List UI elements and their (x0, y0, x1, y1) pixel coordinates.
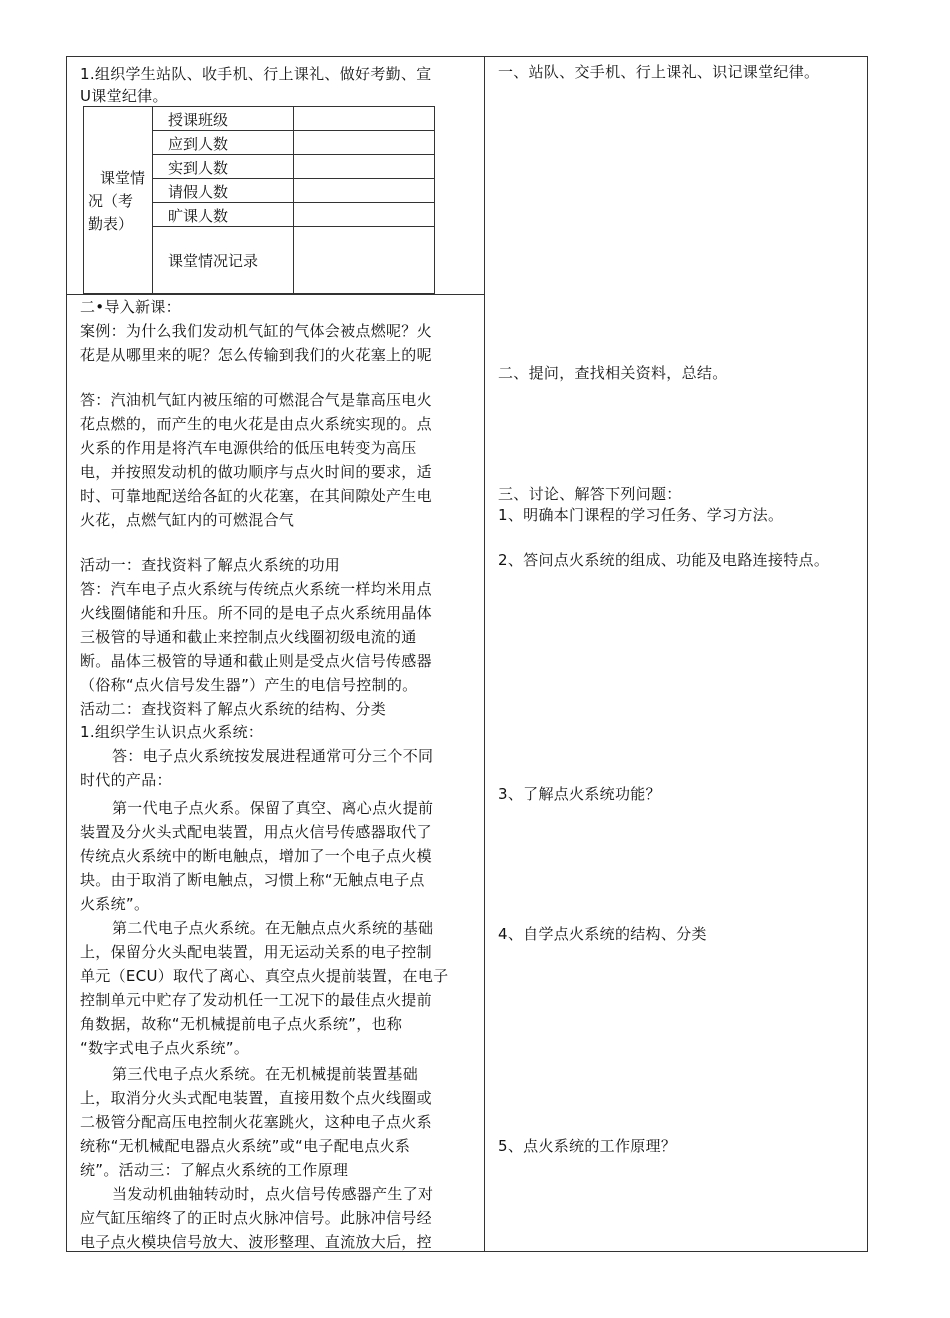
activity-line: 传统点火系统中的断电触点，增加了一个电子点火模 (80, 847, 432, 865)
activity-line: （俗称“点火信号发生器”）产生的电信号控制的。 (80, 676, 418, 694)
intro-heading: 二•导入新课： (80, 298, 181, 316)
right-question-4: 4、自学点火系统的结构、分类 (498, 925, 707, 943)
answer-line: 电，并按照发动机的做功顺序与点火时间的要求，适 (80, 463, 432, 481)
answer-line: 时、可靠地配送给各缸的火花塞，在其间隙处产生电 (80, 487, 432, 505)
activity-line: 块。由于取消了断电触点，习惯上称“无触点电子点 (80, 871, 425, 889)
activity-line: 统”。活动三：了解点火系统的工作原理 (80, 1161, 349, 1179)
activity-line: 活动一：查找资料了解点火系统的功用 (80, 556, 341, 574)
activity-line: 时代的产品： (80, 771, 172, 789)
record-value-cell[interactable] (293, 226, 435, 294)
record-label: 课堂情况记录 (168, 252, 259, 270)
activity-line: 单元（ECU）取代了离心、真空点火提前装置，在电子 (80, 967, 449, 985)
answer-line: 火系的作用是将汽车电源供给的低压电转变为高压 (80, 439, 417, 457)
activity-line: 活动二：查找资料了解点火系统的结构、分类 (80, 700, 387, 718)
answer-line: 花点燃的，而产生的电火花是由点火系统实现的。点 (80, 415, 432, 433)
right-question-1: 1、明确本门课程的学习任务、学习方法。 (498, 506, 784, 524)
activity-line: 控制单元中贮存了发动机任一工况下的最佳点火提前 (80, 991, 432, 1009)
right-question-5: 5、点火系统的工作原理？ (498, 1137, 677, 1155)
section1-line2: U课堂纪律。 (80, 87, 168, 105)
row-value-cell[interactable] (293, 130, 435, 155)
column-divider (484, 56, 485, 1252)
activity-line: 第二代电子点火系统。在无触点点火系统的基础 (112, 919, 434, 937)
activity-line: 火系统”。 (80, 895, 150, 913)
row-value-cell[interactable] (293, 178, 435, 203)
attendance-title-3: 勤表） (88, 215, 134, 233)
intro-line: 花是从哪里来的呢？怎么传输到我们的火花塞上的呢 (80, 346, 432, 364)
row-value-cell[interactable] (293, 154, 435, 179)
right-question-3: 3、了解点火系统功能？ (498, 785, 661, 803)
right-item-3: 三、讨论、解答下列问题： (498, 485, 682, 503)
activity-line: 上，保留分火头配电装置，用无运动关系的电子控制 (80, 943, 432, 961)
answer-line: 火花，点燃气缸内的可燃混合气 (80, 511, 295, 529)
activity-line: 第三代电子点火系统。在无机械提前装置基础 (112, 1065, 419, 1083)
intro-line: 案例：为什么我们发动机气缸的气体会被点燃呢？火 (80, 322, 432, 340)
right-item-1: 一、站队、交手机、行上课礼、识记课堂纪律。 (498, 63, 820, 81)
activity-line: 装置及分火头式配电装置，用点火信号传感器取代了 (80, 823, 432, 841)
right-item-2: 二、提问，查找相关资料，总结。 (498, 364, 728, 382)
activity-line: 答：汽车电子点火系统与传统点火系统一样均米用点 (80, 580, 432, 598)
row-label-leave: 请假人数 (168, 183, 229, 201)
activity-line: 火线圈储能和升压。所不同的是电子点火系统用晶体 (80, 604, 432, 622)
activity-line: 统称“无机械配电器点火系统”或“电子配电点火系 (80, 1137, 411, 1155)
activity-line: 角数据，故称“无机械提前电子点火系统”，也称 (80, 1015, 403, 1033)
answer-line: 答：汽油机气缸内被压缩的可燃混合气是靠高压电火 (80, 391, 432, 409)
activity-line: 第一代电子点火系。保留了真空、离心点火提前 (112, 799, 434, 817)
activity-line: 当发动机曲轴转动时，点火信号传感器产生了对 (112, 1185, 434, 1203)
section1-line1: 1.组织学生站队、收手机、行上课礼、做好考勤、宣 (80, 65, 432, 83)
row-label-actual: 实到人数 (168, 159, 229, 177)
row-value-cell[interactable] (293, 106, 435, 131)
right-question-2: 2、答问点火系统的组成、功能及电路连接特点。 (498, 551, 830, 569)
activity-line: 上，取消分火头式配电装置，直接用数个点火线圈或 (80, 1089, 432, 1107)
attendance-title-2: 况（考 (88, 192, 134, 210)
activity-line: 答：电子点火系统按发展进程通常可分三个不同 (112, 747, 434, 765)
activity-line: 1.组织学生认识点火系统： (80, 723, 264, 741)
activity-line: 三极管的导通和截止来控制点火线圈初级电流的通 (80, 628, 417, 646)
activity-line: 断。晶体三极管的导通和截止则是受点火信号传感器 (80, 652, 432, 670)
activity-line: 应气缸压缩终了的正时点火脉冲信号。此脉冲信号经 (80, 1209, 432, 1227)
row-label-absent: 旷课人数 (168, 207, 229, 225)
row-label-class: 授课班级 (168, 111, 229, 129)
activity-line: 电子点火模块信号放大、波形整理、直流放大后，控 (80, 1233, 432, 1251)
activity-line: “数字式电子点火系统”。 (80, 1039, 250, 1057)
row-label-expected: 应到人数 (168, 135, 229, 153)
attendance-title-1: 课堂情 (100, 169, 146, 187)
row-value-cell[interactable] (293, 202, 435, 227)
activity-line: 二极管分配高压电控制火花塞跳火，这种电子点火系 (80, 1113, 432, 1131)
